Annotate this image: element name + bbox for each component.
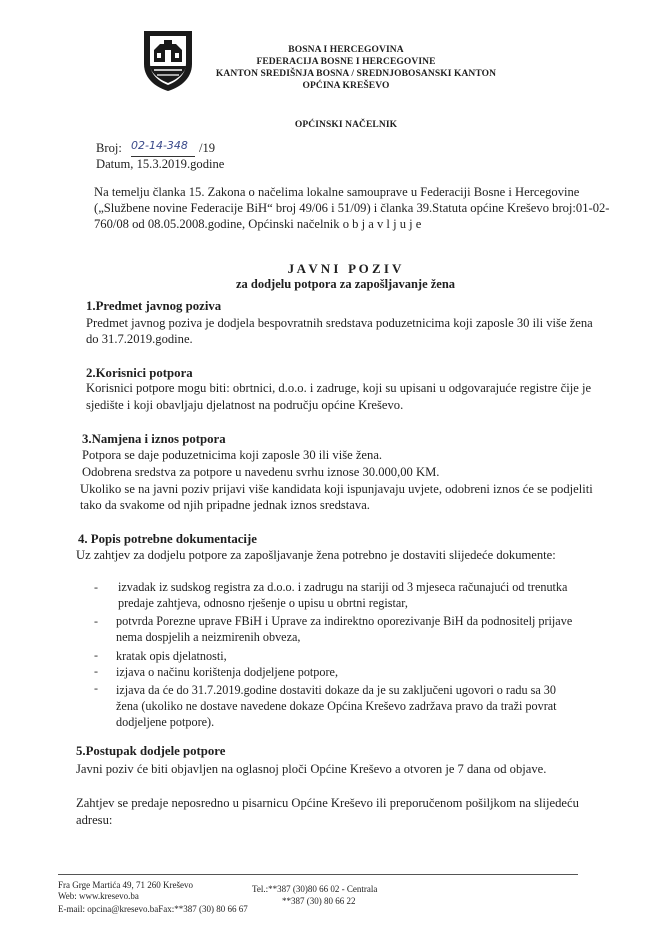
broj-label: Broj: [96, 141, 122, 155]
header-country: BOSNA I HERCEGOVINA [288, 45, 404, 55]
section-3-line: Potpora se daje poduzetnicima koji zaposle 30 ili više žena. [82, 448, 383, 462]
intro-line-1: Na temelju članka 15. Zakona o načelima lokalne samouprave u Federaciji Bosne i Hercegovine [94, 185, 580, 199]
header-canton: KANTON SREDIŠNJA BOSNA / SREDNJOBOSANSKI KANTON [215, 69, 497, 79]
list-item: izjava da će do 31.7.2019.godine dostaviti dokaze da je su zaključeni ugovori o radu sa 30 [116, 683, 556, 697]
footer-tel-2: **387 (30) 80 66 22 [282, 896, 356, 906]
section-3-heading: 3.Namjena i iznos potpora [82, 432, 226, 446]
datum: Datum, 15.3.2019.godine [96, 157, 225, 171]
list-item: kratak opis djelatnosti, [116, 649, 227, 663]
section-5-line: Zahtjev se predaje neposredno u pisarnicu Općine Kreševo ili preporučenom pošiljkom na slijedeću [76, 796, 579, 810]
list-item-cont: predaje zahtjeva, odnosno rješenje o upisu u obrtni registar, [118, 596, 408, 610]
section-3-line: Odobrena sredstva za potpore u navedenu svrhu iznose 30.000,00 KM. [82, 465, 440, 479]
header-federation: FEDERACIJA BOSNE I HERCEGOVINE [256, 57, 436, 67]
list-item-cont: žena (ukoliko ne dostave navedene dokaze Općina Kreševo zadržava pravo da traži povrat [116, 699, 557, 713]
footer-tel-central: Tel.:**387 (30)80 66 02 - Centrala [252, 884, 378, 894]
section-4-heading: 4. Popis potrebne dokumentacije [78, 532, 257, 546]
footer-email-fax: E-mail: opcina@kresevo.baFax:**387 (30) 80 66 67 [58, 904, 248, 914]
list-bullet: - [94, 664, 98, 678]
list-bullet: - [94, 614, 98, 628]
intro-line-3: 760/08 od 08.05.2008.godine, Općinski načelnik o b j a v l j u j e [94, 217, 422, 231]
header-municipality: OPĆINA KREŠEVO [302, 81, 390, 91]
section-5-line: Javni poziv će biti objavljen na oglasnoj ploči Općine Kreševo a otvoren je 7 dana od objave. [76, 762, 547, 776]
section-3-line: tako da svakome od njih pripadne jednak iznos sredstava. [80, 498, 370, 512]
footer-address: Fra Grge Martića 49, 71 260 Kreševo [58, 880, 194, 890]
list-item: izjava o načinu korištenja dodjeljene potpore, [116, 665, 339, 679]
intro-line-2: („Službene novine Federacije BiH“ broj 49/06 i 51/09) i članka 39.Statuta općine Kreševo broj:01-02- [94, 201, 610, 215]
broj-handwritten: 02-14-348 [131, 139, 188, 152]
document-title: J A V N I P O Z I V [287, 261, 402, 276]
document-subtitle: za dodjelu potpora za zapošljavanje žena [235, 277, 456, 291]
section-2-heading: 2.Korisnici potpora [86, 366, 193, 380]
section-1-heading: 1.Predmet javnog poziva [86, 299, 222, 313]
footer-web: Web: www.kresevo.ba [58, 891, 139, 901]
list-item-cont: dodjeljene potpore). [116, 715, 215, 729]
section-5-line: adresu: [76, 813, 113, 827]
section-2-line: Korisnici potpore mogu biti: obrtnici, d.o.o. i zadruge, koji su upisani u odgovarajuće registre čije je [86, 381, 592, 395]
coat-of-arms-logo [140, 28, 196, 92]
footer-divider [58, 874, 578, 875]
list-bullet: - [94, 580, 98, 594]
section-1-line: Predmet javnog poziva je dodjela bespovratnih sredstava poduzetnicima koji zaposle 30 ili više žena [86, 316, 593, 330]
broj-suffix: /19 [199, 141, 216, 155]
list-item: izvadak iz sudskog registra za d.o.o. i zadrugu na stariji od 3 mjeseca računajući od trenutka [118, 580, 568, 594]
office-title: OPĆINSKI NAČELNIK [294, 120, 398, 130]
section-5-heading: 5.Postupak dodjele potpore [76, 744, 226, 758]
section-4-intro: Uz zahtjev za dodjelu potpore za zapošljavanje žena potrebno je dostaviti slijedeće dokumente: [76, 548, 556, 562]
section-2-line: sjedište i koji obavljaju djelatnost na području općine Kreševo. [86, 398, 404, 412]
section-3-line: Ukoliko se na javni poziv prijavi više kandidata koji ispunjavaju uvjete, odobreni iznos će se podjeliti [80, 482, 593, 496]
list-item-cont: nema dospjelih a neizmirenih obveza, [116, 630, 301, 644]
section-1-line: do 31.7.2019.godine. [86, 332, 193, 346]
list-bullet: - [94, 648, 98, 662]
list-item: potvrda Porezne uprave FBiH i Uprave za indirektno oporezivanje BiH da podnositelj prijave [116, 614, 573, 628]
list-bullet: - [94, 681, 98, 695]
